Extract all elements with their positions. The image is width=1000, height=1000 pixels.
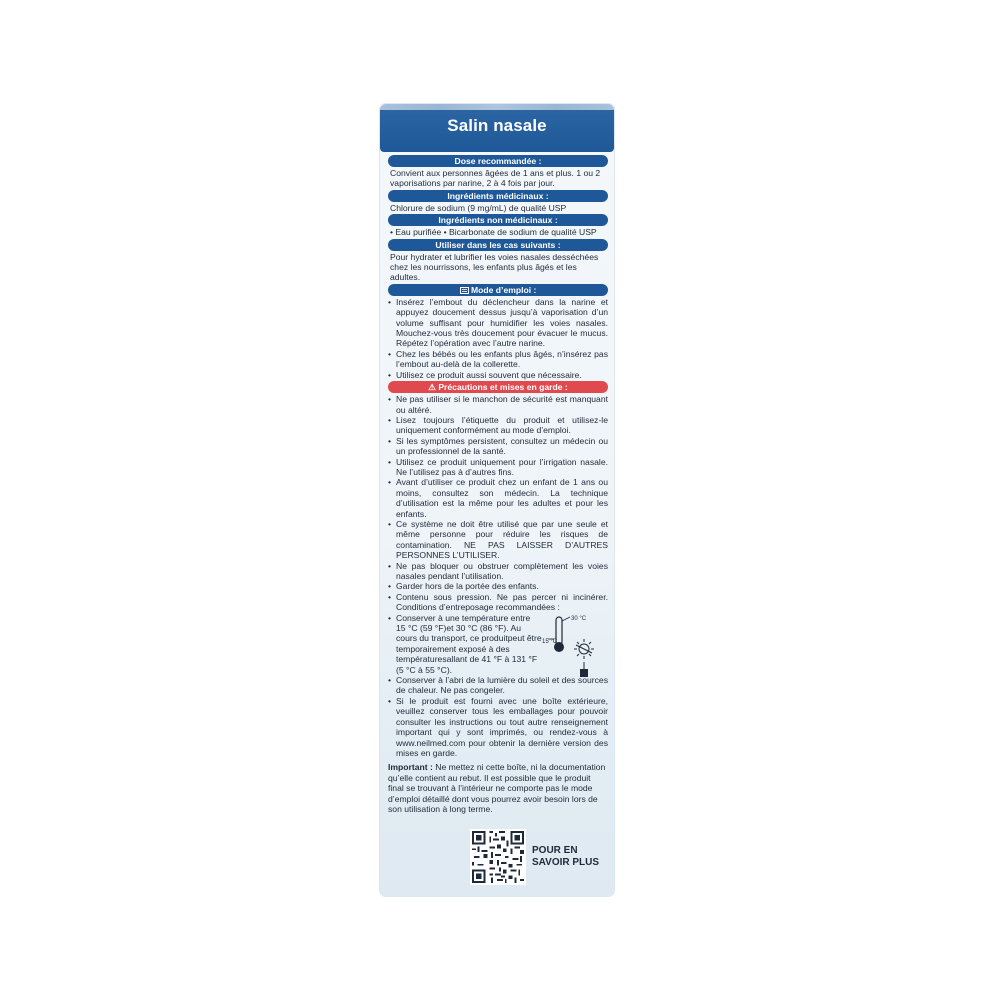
dose-header: Dose recommandée : [388, 155, 608, 167]
qr-label-line2: SAVOIR PLUS [532, 857, 600, 868]
product-title: Salin nasale [447, 116, 547, 135]
list-item: • Si les symptômes persistent, consultez un médecin ou un professionnel de la santé. [388, 436, 608, 457]
qr-section [470, 829, 614, 889]
list-item: • Lisez toujours l’étiquette du produit et utilisez-le uniquement conformément au mode d’emploi. [388, 415, 608, 436]
storage-temperature-block [388, 613, 608, 675]
product-label-panel [380, 104, 614, 896]
medicinal-header: Ingrédients médicinaux : [388, 190, 608, 202]
list-item: • Chez les bébés ou les enfants plus âgés, n’insérez pas l’embout au-delà de la collerette. [388, 349, 608, 370]
dose-text: Convient aux personnes âgées de 1 ans et plus. 1 ou 2 vaporisations par narine, 2 à 4 fois par jour. [390, 168, 601, 189]
directions-list [388, 297, 608, 380]
thermometer-sun-icon [542, 613, 602, 683]
warnings-header [388, 381, 608, 393]
warnings-header-label: Précautions et mises en garde : [438, 382, 568, 393]
directions-header-label: Mode d’emploi : [470, 284, 537, 295]
list-item: • Ne pas utiliser si le manchon de sécurité est manquant ou altéré. [388, 394, 608, 415]
nonmedicinal-header: Ingrédients non médicinaux : [388, 214, 608, 226]
nonmedicinal-text: • Eau purifiée • Bicarbonate de sodium de qualité USP [390, 227, 597, 238]
warning-triangle-icon: ⚠ [428, 382, 436, 393]
list-item: • Insérez l’embout du déclencheur dans la narine et appuyez doucement dessus jusqu’à vaporisation d’un volume suffisant pour humidifier les voies nasales. Mouchez-vous très doucement pour évacuer le mucus. Répétez l’opération avec l’autre narine. [388, 297, 608, 349]
leaflet-icon [460, 287, 469, 294]
list-item: • Conserver à une température entre 15 °C (59 °F)et 30 °C (86 °F). Au cours du transport, ce produitpeut être temporairement exposé à des températuresallant de 41 °F à 131 °F (5 °C à 55 °C). [388, 613, 608, 675]
list-item: • Ce système ne doit être utilisé que par une seule et même personne pour réduire les risques de contamination. NE PAS LAISSER D’AUTRES PERSONNES L’UTILISER. [388, 519, 608, 561]
qr-label-line1: POUR EN [532, 845, 578, 856]
list-item: • Utilisez ce produit aussi souvent que nécessaire. [388, 370, 608, 380]
list-item: • Garder hors de la portée des enfants. [388, 581, 608, 591]
warnings-list [388, 394, 608, 613]
list-item: • Avant d’utiliser ce produit chez un enfant de 1 ans ou moins, consultez son médecin. La technique d’utilisation est la même pour les adultes et pour les enfants. [388, 477, 608, 519]
temp-high-label: 30 °C [571, 615, 587, 622]
list-item: • Conserver à l’abri de la lumière du soleil et des sources de chaleur. Ne pas congeler. [388, 675, 608, 696]
qr-code-icon[interactable] [470, 829, 526, 885]
directions-header [388, 284, 608, 296]
title-banner [380, 104, 614, 152]
list-item: • Utilisez ce produit uniquement pour l’irrigation nasale. Ne l’utilisez pas à d’autres fins. [388, 457, 608, 478]
important-label: Important : [388, 762, 433, 773]
temp-low-label: 15 °C [542, 638, 558, 645]
list-item: • Si le produit est fourni avec une boîte extérieure, veuillez conserver tous les emballages pour pouvoir consulter les instructions ou tout autre renseignement important qui y sont imprimés, ou rendez-vous à www.neilmed.com pour obtenir la dernière version des mises en garde. [388, 696, 608, 758]
list-item: • Contenu sous pression. Ne pas percer ni incinérer. Conditions d’entreposage recommandées : [388, 592, 608, 613]
important-text: Ne mettez ni cette boîte, ni la documentation qu’elle contient au rebut. Il est possible que le produit final se trouvant à l’intérieur ne comporte pas le mode d’emploi détaillé dont vous pourrez avoir besoin lors de son utilisation à long terme. [388, 762, 606, 814]
use-header: Utiliser dans les cas suivants : [388, 239, 608, 251]
list-item: • Ne pas bloquer ou obstruer complètement les voies nasales pendant l’utilisation. [388, 561, 608, 582]
warnings-list-continued [388, 675, 608, 758]
important-note [388, 762, 608, 814]
label-content [388, 154, 608, 814]
qr-label [532, 845, 599, 869]
use-text: Pour hydrater et lubrifier les voies nasales desséchées chez les nourrissons, les enfants plus âgés et les adultes. [390, 251, 599, 283]
medicinal-text: Chlorure de sodium (9 mg/mL) de qualité USP [390, 202, 567, 213]
